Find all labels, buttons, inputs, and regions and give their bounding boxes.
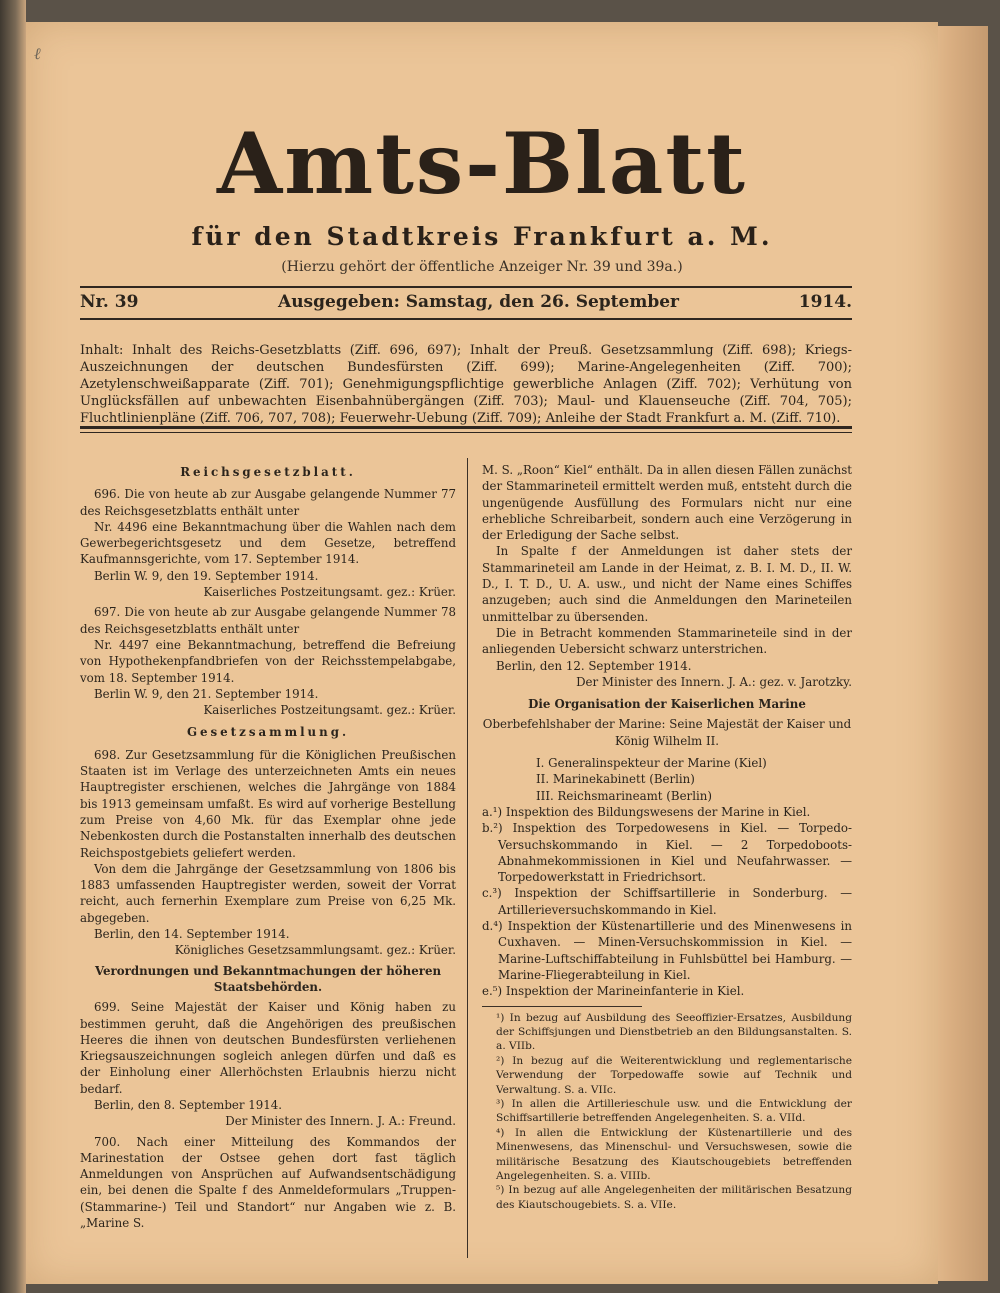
issue-number: Nr. 39 xyxy=(80,292,139,312)
date-line: Berlin, den 8. September 1914. xyxy=(94,1097,283,1112)
footnote-rule xyxy=(482,1006,642,1007)
page-edge xyxy=(930,26,988,1281)
paragraph: Nr. 4496 eine Bekanntmachung über die Wahlen nach dem Gewerbegerichtsgesetz und dem Gesetze, betreffend Kaufmannsgerichte, vom 17. September 1914. xyxy=(80,519,456,567)
date-line: Berlin W. 9, den 19. September 1914. xyxy=(94,568,319,583)
org-item: III. Reichsmarineamt (Berlin) xyxy=(536,788,712,803)
paragraph: Von dem die Jahrgänge der Gesetzsammlung von 1806 bis 1883 umfassenden Hauptregister werden, soweit der Vorrat reicht, auch fernerhin Exemplare zum Preise von 6,25 Mk. abgegeben. xyxy=(80,861,456,925)
signature: Königliches Gesetzsammlungsamt. gez.: Krüer. xyxy=(174,943,456,958)
date-line: Berlin W. 9, den 21. September 1914. xyxy=(94,686,319,701)
paragraph: 698. Zur Gesetzsammlung für die Königlichen Preußischen Staaten ist im Verlage des unterzeichneten Amts ein neues Hauptregister erschienen, welches die Jahrgänge von 1884 bis 1913 gemeinsam umfaßt. Es wird auf vorherige Bestellung zum Preise von 4,60 Mk. für das Exemplar ohne jede Nebenkosten durch die Postanstalten innerhalb des deutschen Reichspostgebiets geliefert werden. xyxy=(80,747,456,860)
paragraph: In Spalte f der Anmeldungen ist daher stets der Stammarineteil am Lande in der Heimat, z. B. I. M. D., II. W. D., I. T. D., U. A. usw., und nicht der Name eines Schiffes anzugeben; auch sind die Anmeldungen den Marineteilen unmittelbar zu übersenden. xyxy=(482,544,852,624)
org-subitem: e.⁵) Inspektion der Marineinfanterie in Kiel. xyxy=(482,984,745,999)
rule-top xyxy=(80,286,852,288)
org-head: Oberbefehlshaber der Marine: Seine Majestät der Kaiser und König Wilhelm II. xyxy=(482,717,852,748)
paragraph: Nr. 4497 eine Bekanntmachung, betreffend die Befreiung von Hypothekenpfandbriefen von der Reichsstempelabgabe, vom 18. September 1914. xyxy=(80,637,456,685)
book-binding xyxy=(0,0,26,1293)
paragraph: 697. Die von heute ab zur Ausgabe gelangende Nummer 78 des Reichsgesetzblatts enthält unter xyxy=(80,605,456,636)
paragraph: 696. Die von heute ab zur Ausgabe gelangende Nummer 77 des Reichsgesetzblatts enthält unter xyxy=(80,487,456,518)
rule-bottom xyxy=(80,318,852,320)
left-column xyxy=(80,462,456,1231)
section-heading: Gesetzsammlung. xyxy=(186,725,350,740)
org-item: I. Generalinspekteur der Marine (Kiel) xyxy=(536,756,767,771)
org-subitem: d.⁴) Inspektion der Küstenartillerie und des Minenwesens in Cuxhaven. — Minen-Versuchskommission in Kiel. — Marine-Luftschiffabteilung in Fuhlsbüttel bei Hamburg. — Marine-Fliegerabteilung in Kiel. xyxy=(482,919,852,982)
section-heading: Die Organisation der Kaiserlichen Marine xyxy=(528,697,806,712)
signature: Der Minister des Innern. J. A.: Freund. xyxy=(225,1114,456,1129)
table-of-contents: Inhalt: Inhalt des Reichs-Gesetzblatts (Ziff. 696, 697); Inhalt der Preuß. Gesetzsammlung (Ziff. 698); Kriegs-Auszeichnungen der deutschen Bundesfürsten (Ziff. 699); Marine-Angelegenheiten (Ziff. 700); Azetylenschweißapparate (Ziff. 701); Genehmigungspflichtige gewerbliche Anlagen (Ziff. 702); Verhütung von Unglücksfällen auf unbewachten Eisenbahnübergängen (Ziff. 703); Maul- und Klauenseuche (Ziff. 704, 705); Fluchtlinienpläne (Ziff. 706, 707, 708); Feuerwehr-Uebung (Ziff. 709); Anleihe der Stadt Frankfurt a. M. (Ziff. 710). xyxy=(80,343,852,426)
footnote: ¹) In bezug auf Ausbildung des Seeoffizier-Ersatzes, Ausbildung der Schiffsjungen und Dienstbetrieb an den Bildungsanstalten. S. a. VIIb. xyxy=(496,1011,852,1053)
paragraph: M. S. „Roon“ Kiel“ enthält. Da in allen diesen Fällen zunächst der Stammarineteil ermittelt werden muß, entsteht durch die ungenügende Ausfüllung des Formulars nicht nur eine erhebliche Schreibarbeit, sondern auch eine Verzögerung in der Erledigung der Sache selbst. xyxy=(482,463,852,543)
footnote: ⁵) In bezug auf alle Angelegenheiten der militärischen Besatzung des Kiautschougebiets. S. a. VIIe. xyxy=(496,1184,852,1211)
footnote: ³) In allen die Artillerieschule usw. und die Entwicklung der Schiffsartillerie betreffenden Angelegenheiten. S. a. VIId. xyxy=(496,1097,852,1125)
column-divider xyxy=(467,458,468,1258)
paragraph: Die in Betracht kommenden Stammarineteile sind in der anliegenden Uebersicht schwarz unterstrichen. xyxy=(482,625,852,657)
org-subitem: b.²) Inspektion des Torpedowesens in Kiel. — Torpedo-Versuchskommando in Kiel. — 2 Torpedoboots-Abnahmekommissionen in Kiel und Neufahrwasser. — Torpedowerkstatt in Friedrichsort. xyxy=(482,821,852,885)
newspaper-page xyxy=(26,22,938,1284)
org-subitem: a.¹) Inspektion des Bildungswesens der Marine in Kiel. xyxy=(482,804,811,819)
org-item: II. Marinekabinett (Berlin) xyxy=(536,772,695,787)
issue-line xyxy=(80,290,852,318)
masthead-note: (Hierzu gehört der öffentliche Anzeiger Nr. 39 und 39a.) xyxy=(281,259,683,275)
masthead-title: Amts-Blatt xyxy=(217,114,747,213)
paragraph: 700. Nach einer Mitteilung des Kommandos der Marinestation der Ostsee gehen dort fast täglich Anmeldungen von Ansprüchen auf Aufwandsentschädigung ein, bei denen die Spalte f des Anmeldeformulars „Truppen- (Stammarine-) Teil und Standort“ nur Angaben wie z. B. „Marine S. xyxy=(80,1134,456,1231)
rule-toc xyxy=(80,426,852,429)
right-column xyxy=(482,462,852,1212)
footnote: ²) In bezug auf die Weiterentwicklung und reglementarische Verwendung der Torpedowaffe sowie auf Technik und Verwaltung. S. a. VIIc. xyxy=(496,1054,852,1096)
issue-date: Ausgegeben: Samstag, den 26. September xyxy=(278,292,679,312)
signature: Kaiserliches Postzeitungsamt. gez.: Krüer. xyxy=(203,585,456,600)
pencil-mark: ℓ xyxy=(34,44,41,63)
section-heading: Reichsgesetzblatt. xyxy=(180,465,356,479)
signature: Der Minister des Innern. J. A.: gez. v. Jarotzky. xyxy=(576,674,852,689)
date-line: Berlin, den 12. September 1914. xyxy=(496,658,692,673)
org-subitem: c.³) Inspektion der Schiffsartillerie in Sonderburg. — Artillerieversuchskommando in Kiel. xyxy=(482,886,852,917)
section-heading: Verordnungen und Bekanntmachungen der höheren Staatsbehörden. xyxy=(94,963,442,994)
masthead-subtitle: für den Stadtkreis Frankfurt a. M. xyxy=(191,222,773,251)
signature: Kaiserliches Postzeitungsamt. gez.: Krüer. xyxy=(203,703,456,718)
paragraph: 699. Seine Majestät der Kaiser und König haben zu bestimmen geruht, daß die Angehörigen des preußischen Heeres die ihnen von deutschen Bundesfürsten verliehenen Kriegsauszeichnungen sogleich anlegen dürfen und daß es der Einholung einer Allerhöchsten Erlaubnis hierzu nicht bedarf. xyxy=(80,1000,456,1096)
issue-year: 1914. xyxy=(798,292,852,312)
date-line: Berlin, den 14. September 1914. xyxy=(94,927,290,942)
footnote: ⁴) In allen die Entwicklung der Küstenartillerie und des Minenwesens, das Minenschul- und Versuchswesen, sowie die militärische Besatzung des Kiautschougebiets betreffenden Angelegenheiten. S. a. VIIIb. xyxy=(496,1126,852,1182)
rule-toc-thin xyxy=(80,432,852,433)
